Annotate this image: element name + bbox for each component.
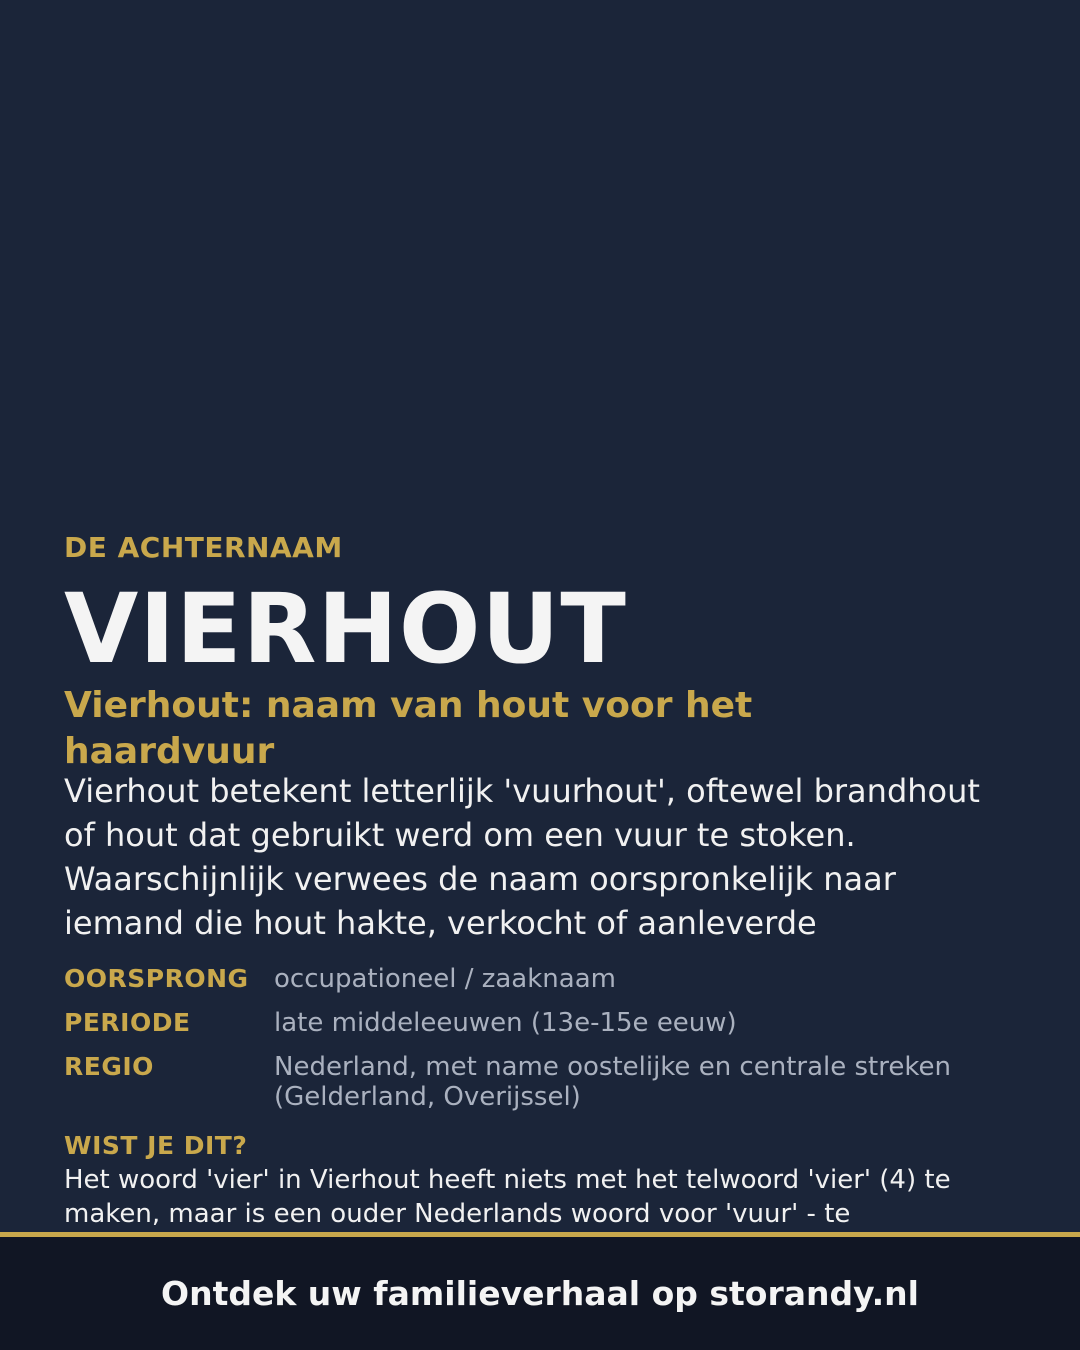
facts-list (64, 964, 1016, 1126)
surname-description: Vierhout betekent letterlijk 'vuurhout', oftewel brandhout of hout dat gebruikt werd om een vuur te stoken. Waarschijnlijk verwees de naam oorspronkelijk naar iemand die hout hakte, verkocht of aanleverde (64, 772, 980, 942)
footer-cta: Ontdek uw familieverhaal op storandy.nl (161, 1274, 919, 1313)
footer-banner (0, 1232, 1080, 1350)
fact-row-region (64, 1052, 1016, 1112)
surname-subtitle: Vierhout: naam van hout voor het haardvuur (64, 685, 753, 772)
fact-value: late middeleeuwen (13e-15e eeuw) (274, 1008, 737, 1038)
fact-row-period (64, 1008, 1016, 1038)
fact-value: occupationeel / zaaknaam (274, 964, 616, 994)
trivia-label: WIST JE DIT? (64, 1131, 248, 1160)
fact-label: OORSPRONG (64, 964, 249, 993)
trivia-text: Het woord 'vier' in Vierhout heeft niets met het telwoord 'vier' (4) te maken, maar is een ouder Nederlands woord voor 'vuur' - te (64, 1165, 951, 1229)
fact-label: REGIO (64, 1052, 154, 1081)
eyebrow-label: DE ACHTERNAAM (64, 531, 343, 564)
fact-label: PERIODE (64, 1008, 191, 1037)
surname-title: VIERHOUT (64, 573, 627, 685)
fact-row-origin (64, 964, 1016, 994)
fact-value: Nederland, met name oostelijke en centrale streken (Gelderland, Overijssel) (274, 1052, 951, 1112)
